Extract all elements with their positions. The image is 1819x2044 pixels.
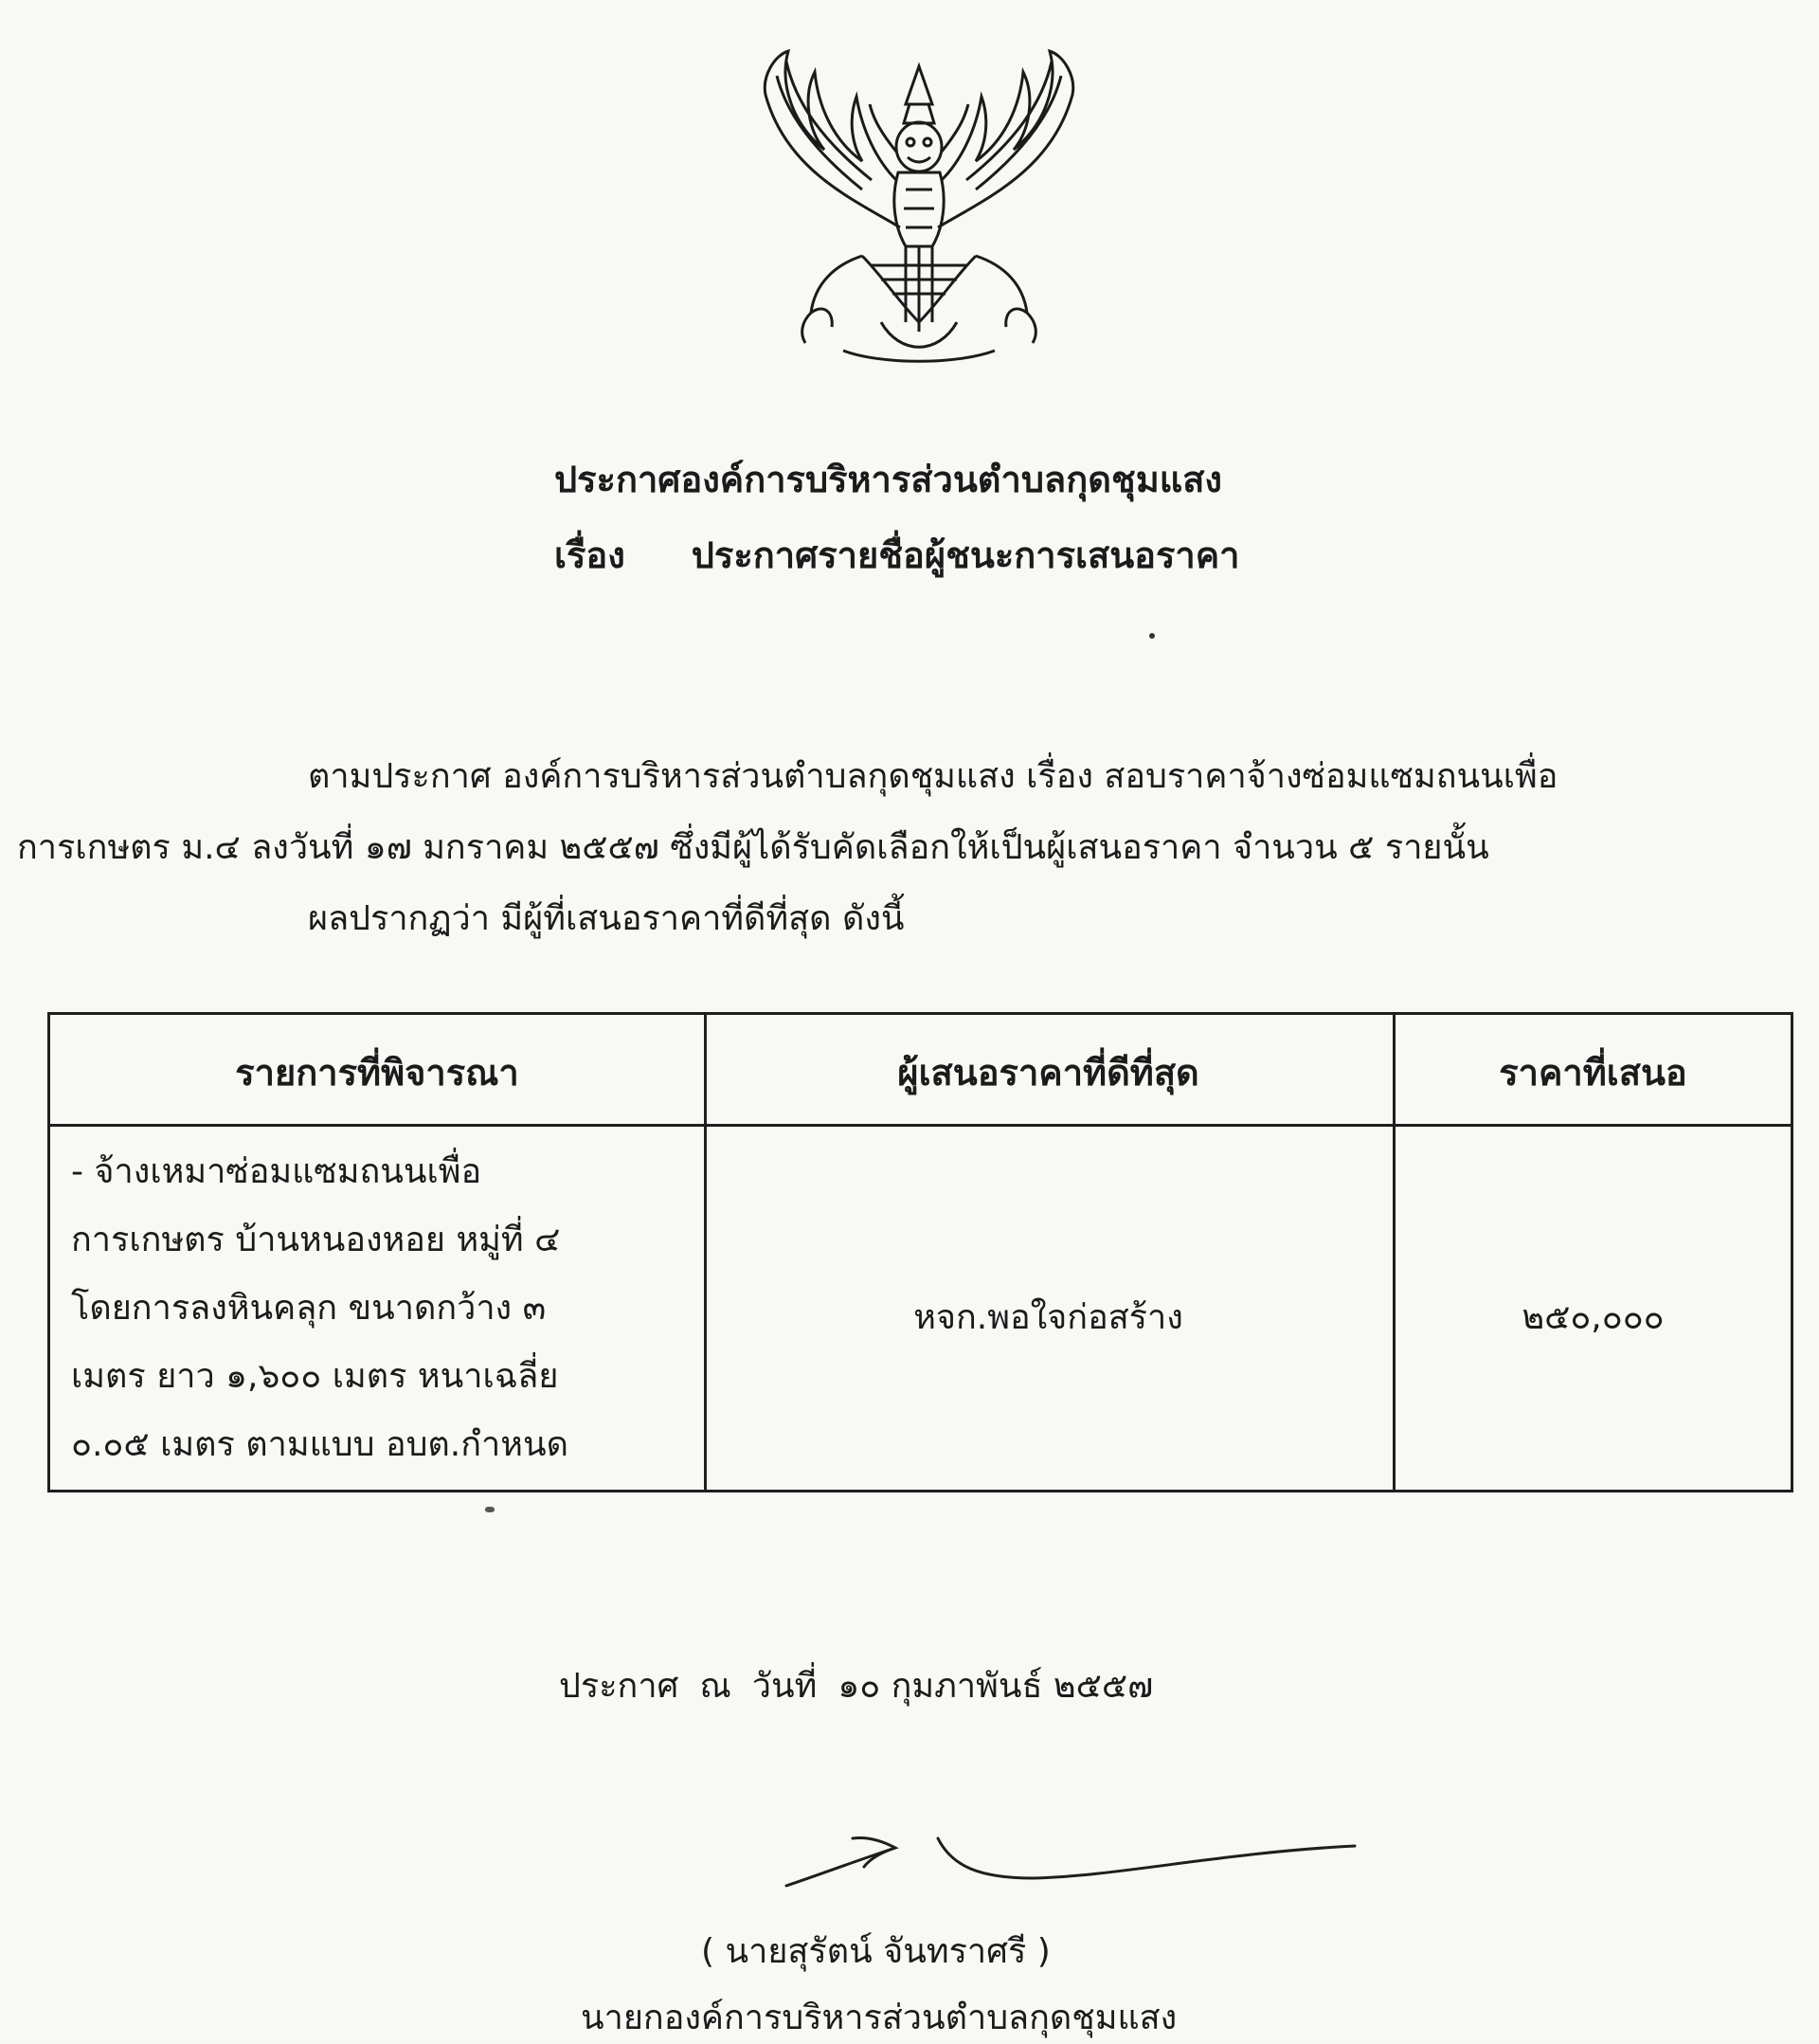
signer-position: นายกองค์การบริหารส่วนตำบลกุดชุมแสง xyxy=(581,1999,1178,2037)
description-line: โดยการลงหินคลุก ขนาดกว้าง ๓ xyxy=(71,1289,547,1328)
subject-text: ประกาศรายชื่อผู้ชนะการเสนอราคา xyxy=(691,534,1240,576)
description-line: ๐.๐๕ เมตร ตามแบบ อบต.กำหนด xyxy=(71,1425,568,1464)
description-line: เมตร ยาว ๑,๖๐๐ เมตร หนาเฉลี่ย xyxy=(71,1357,559,1396)
announcement-subject xyxy=(554,526,1819,584)
date-value: ๑๐ กุมภาพันธ์ ๒๕๕๗ xyxy=(837,1667,1154,1706)
subject-label: เรื่อง xyxy=(554,534,625,576)
table-header-item: รายการที่พิจารณา xyxy=(235,1052,519,1094)
announce-word: ประกาศ xyxy=(559,1667,679,1706)
announcement-title: ประกาศองค์การบริหารส่วนตำบลกุดชุมแสง xyxy=(554,459,1222,500)
at-word: ณ xyxy=(699,1667,731,1706)
date-word: วันที่ xyxy=(751,1667,818,1706)
table-header-bidder: ผู้เสนอราคาที่ดีที่สุด xyxy=(897,1052,1199,1094)
announcement-date xyxy=(559,1658,1174,1712)
winner-table xyxy=(47,1012,1793,1492)
signer-name: ( นายสุรัตน์ จันทราศรี ) xyxy=(701,1932,1051,1971)
body-paragraph-line-2: การเกษตร ม.๔ ลงวันที่ ๑๗ มกราคม ๒๕๕๗ ซึ่งมีผู้ได้รับคัดเลือกให้เป็นผู้เสนอราคา จำนวน ๕ รายนั้น xyxy=(17,828,1489,867)
description-line: - จ้างเหมาซ่อมแซมถนนเพื่อ xyxy=(71,1152,482,1191)
stray-dot xyxy=(1149,633,1155,639)
table-header-price: ราคาที่เสนอ xyxy=(1499,1052,1687,1094)
garuda-emblem-icon xyxy=(720,38,1118,398)
table-header-divider xyxy=(50,1124,1791,1127)
table-cell-description xyxy=(71,1138,696,1479)
table-cell-bidder: หจก.พอใจก่อสร้าง xyxy=(913,1298,1183,1337)
table-cell-price: ๒๕๐,๐๐๐ xyxy=(1522,1298,1665,1337)
handwritten-signature xyxy=(777,1810,1364,1895)
body-paragraph-line-3: ผลปรากฏว่า มีผู้ที่เสนอราคาที่ดีที่สุด ดังนี้ xyxy=(308,899,905,938)
description-line: การเกษตร บ้านหนองหอย หมู่ที่ ๔ xyxy=(71,1221,561,1259)
body-paragraph-line-1: ตามประกาศ องค์การบริหารส่วนตำบลกุดชุมแสง เรื่อง สอบราคาจ้างซ่อมแซมถนนเพื่อ xyxy=(308,757,1558,796)
ink-speck xyxy=(485,1507,495,1512)
